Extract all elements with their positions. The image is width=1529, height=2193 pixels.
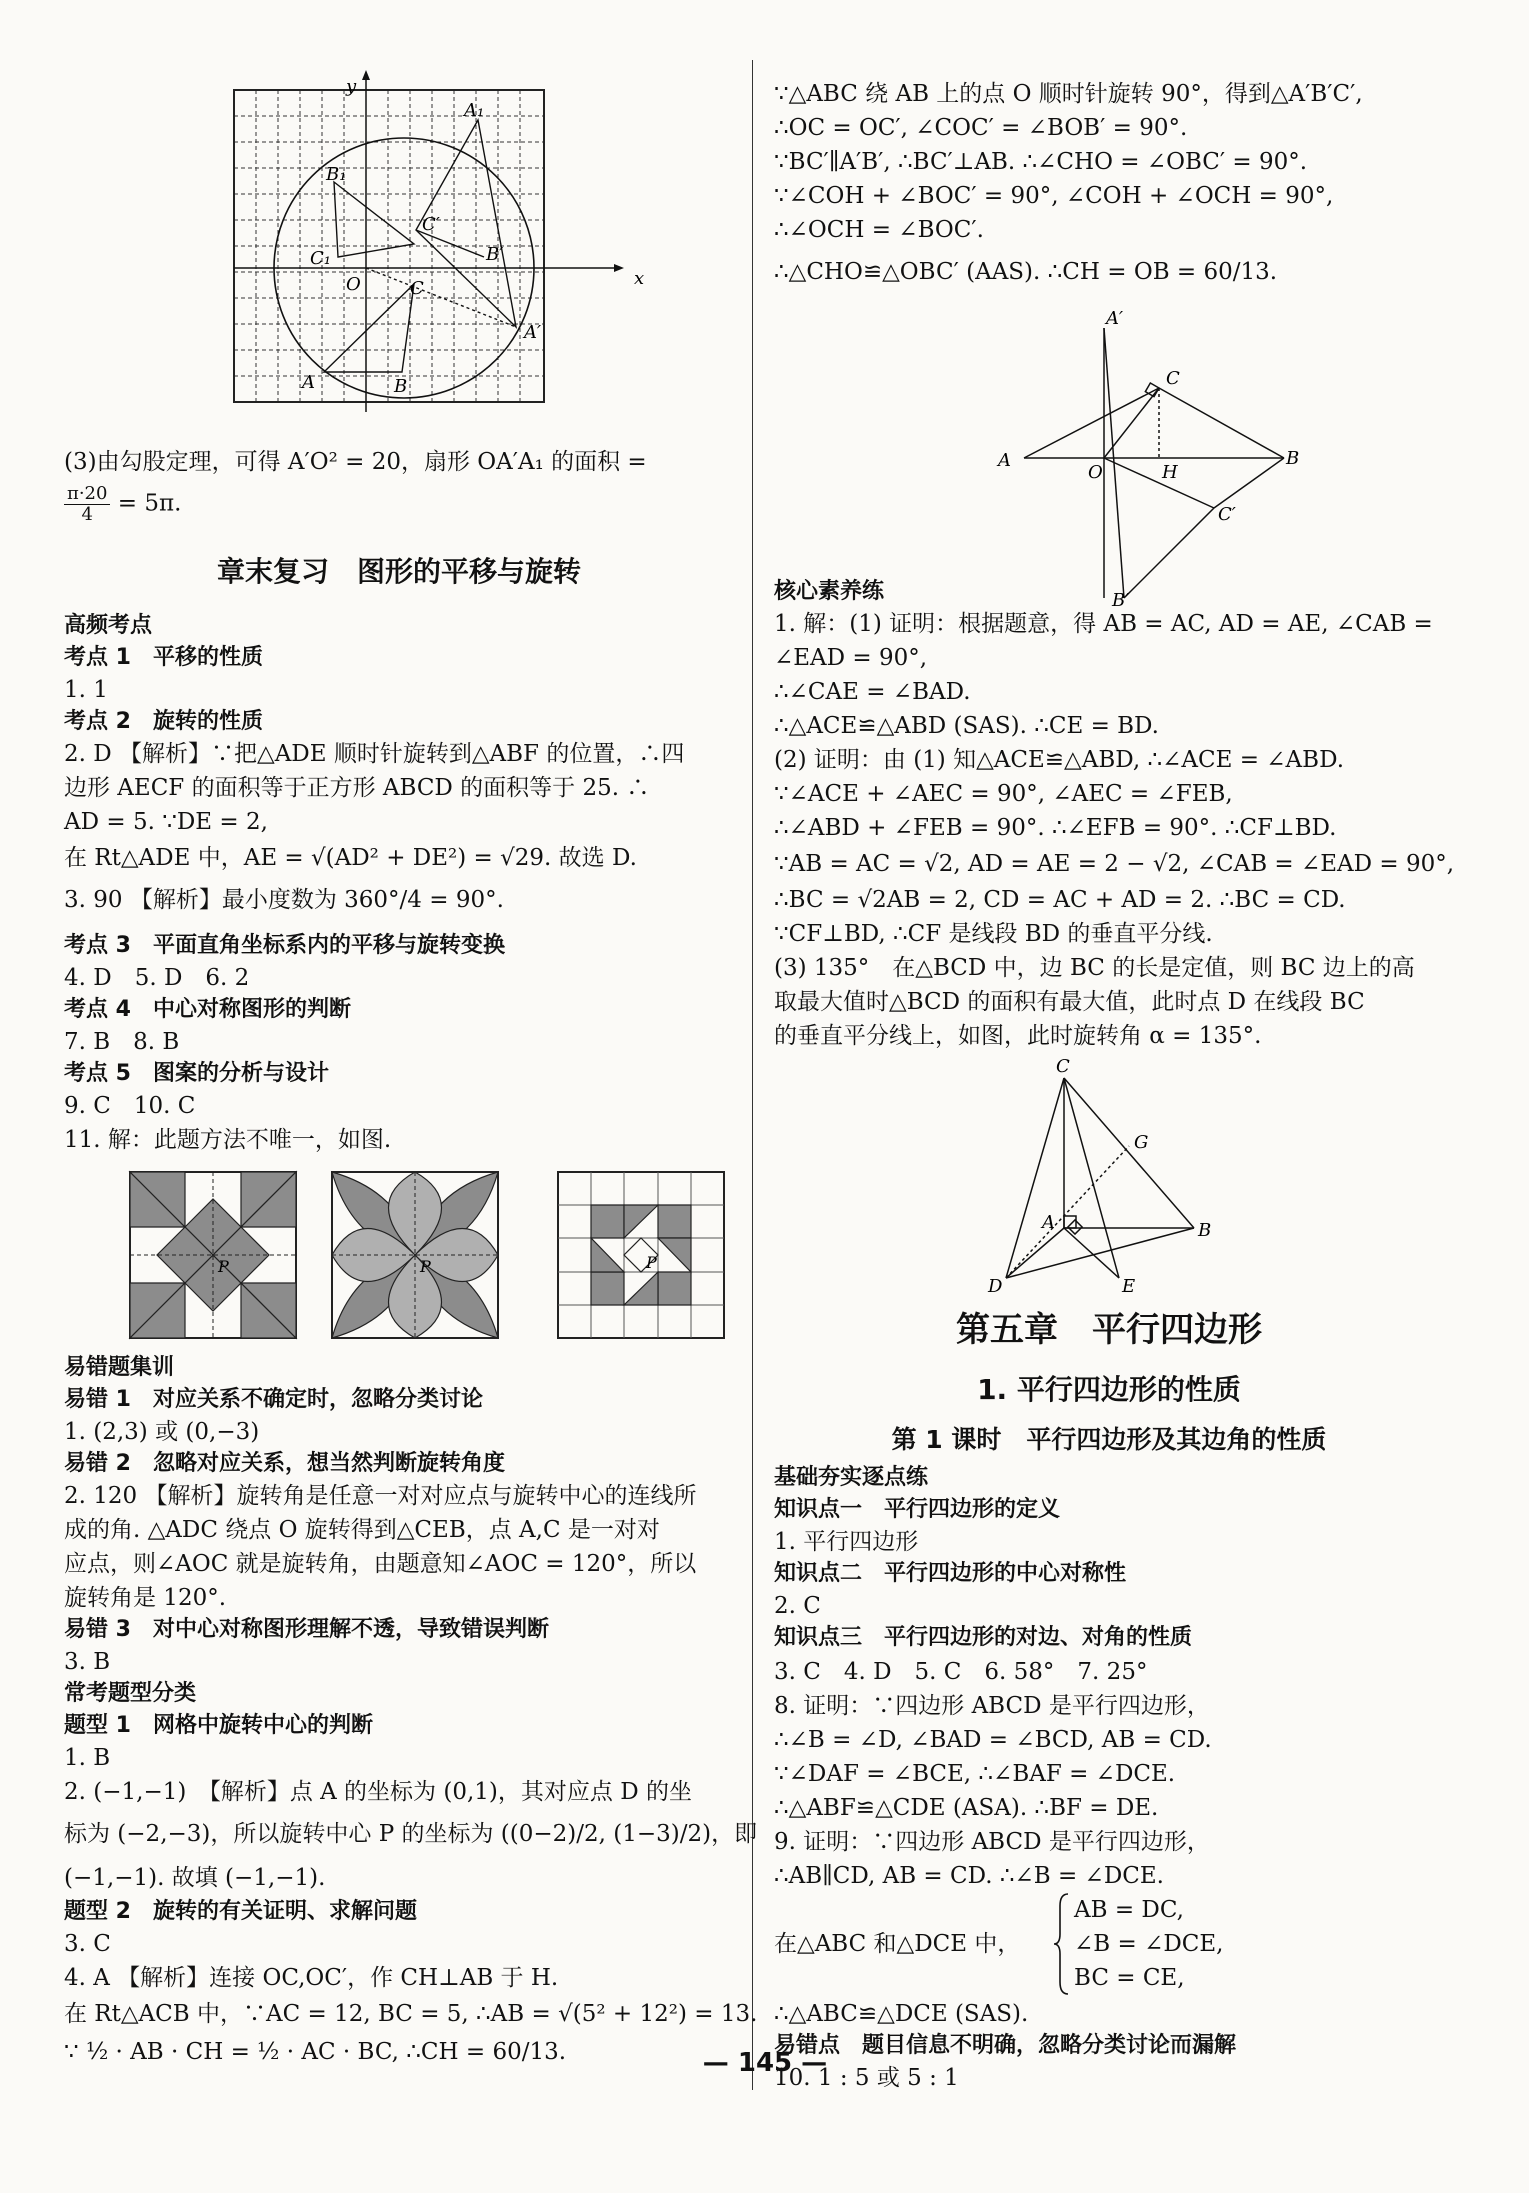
frac-den: 4 [81,504,93,525]
fig1-label-c: C [1166,368,1180,389]
grid-label-aprime: A′ [524,322,542,343]
answer-line: 1. 1 [64,677,108,703]
lesson-title: 第 1 课时 平行四边形及其边角的性质 [891,1425,1327,1454]
answer-line: (2) 证明：由 (1) 知△ACE≌△ABD, ∴∠ACE = ∠ABD. [774,747,1345,773]
yicuo-heading: 易错 1 对应关系不确定时，忽略分类讨论 [64,1387,483,1412]
knowledge-point-heading: 知识点三 平行四边形的对边、对角的性质 [774,1625,1193,1650]
brace-glyph [1054,1892,1070,1996]
answer-line: (3) 135° 在△BCD 中，边 BC 的长是定值，则 BC 边上的高 [774,955,1415,981]
answer-line: ∵∠ACE + ∠AEC = 90°, ∠AEC = ∠FEB, [774,781,1233,807]
knowledge-point-heading: 知识点一 平行四边形的定义 [774,1497,1061,1522]
heading: 常考题型分类 [64,1681,197,1706]
section-title: 1. 平行四边形的性质 [977,1373,1241,1406]
heading: 高频考点 [64,613,153,638]
fig2-label-d: D [988,1276,1003,1297]
answer-line: ∴BC = √2AB = 2, CD = AC + AD = 2. ∴BC = CD. [774,887,1346,913]
answer-line: 1. (2,3) 或 (0,−3) [64,1419,260,1445]
pattern-figure-2 [332,1172,498,1338]
answer-line: ∴OC = OC′, ∠COC′ = ∠BOB′ = 90°. [774,115,1188,141]
answer-line: 应点，则∠AOC 就是旋转角，由题意知∠AOC = 120°，所以 [64,1551,697,1577]
answer-line: AD = 5. ∵DE = 2, [64,809,268,835]
answer-line: 3. B [64,1649,111,1675]
answer-line: 在 Rt△ACB 中，∵AC = 12, BC = 5, ∴AB = √(5² + 12²) = 13. [64,2001,758,2027]
answer-line: 10. 1 : 5 或 5 : 1 [774,2065,959,2091]
grid-label-b1: B₁ [326,164,347,185]
answer-line: ∴∠OCH = ∠BOC′. [774,217,984,243]
brace-line: ∠B = ∠DCE, [1074,1931,1224,1957]
answer-line: 边形 AECF 的面积等于正方形 ABCD 的面积等于 25. ∴ [64,775,650,801]
tixing-heading: 题型 1 网格中旋转中心的判断 [64,1713,373,1738]
yicuo-heading: 易错 2 忽略对应关系，想当然判断旋转角度 [64,1451,505,1476]
grid-label-y: y [346,76,357,97]
grid-label-b: B [394,376,408,397]
kaodian-heading: 考点 2 旋转的性质 [64,709,263,734]
answer-line: ∴∠B = ∠D, ∠BAD = ∠BCD, AB = CD. [774,1727,1212,1753]
answer-line: ∴AB∥CD, AB = CD. ∴∠B = ∠DCE. [774,1863,1164,1889]
answer-line: ∵BC′∥A′B′, ∴BC′⊥AB. ∴∠CHO = ∠OBC′ = 90°. [774,149,1308,175]
answer-line: 成的角. △ADC 绕点 O 旋转得到△CEB，点 A,C 是一对对 [64,1517,660,1543]
answer-line: ∴∠ABD + ∠FEB = 90°. ∴∠EFB = 90°. ∴CF⊥BD. [774,815,1337,841]
brace-line: AB = DC, [1074,1897,1184,1923]
answer-line: 在△ABC 和△DCE 中， [774,1931,1021,1957]
answer-line: 4. A 【解析】连接 OC,OC′，作 CH⊥AB 于 H. [64,1965,559,1991]
fig1-label-cprime: C′ [1218,504,1236,525]
fig2-label-b: B [1198,1220,1212,1241]
answer-line: ∴△ACE≌△ABD (SAS). ∴CE = BD. [774,713,1159,739]
pattern-figure-1 [130,1172,296,1338]
answer-line: 1. 解：(1) 证明：根据题意，得 AB = AC, AD = AE, ∠CAB = [774,611,1433,637]
fig2-label-a: A [1042,1212,1055,1233]
grid-label-a1: A₁ [464,100,485,121]
answer-line: 2. D 【解析】∵把△ADE 顺时针旋转到△ABF 的位置，∴四 [64,741,685,767]
heading: 基础夯实逐点练 [774,1465,929,1490]
section-title: 章末复习 图形的平移与旋转 [216,555,581,588]
answer-line: ∵AB = AC = √2, AD = AE = 2 − √2, ∠CAB = ∠EAD = 90°, [774,851,1455,877]
kaodian-heading: 考点 4 中心对称图形的判断 [64,997,351,1022]
answer-line: 1. 平行四边形 [774,1529,919,1555]
answer-line: 7. B 8. B [64,1029,180,1055]
grid-label-c1: C₁ [310,248,331,269]
answer-line: 9. 证明：∵四边形 ABCD 是平行四边形， [774,1829,1210,1855]
fig1-label-aprime: A′ [1106,308,1124,329]
pattern-label-p: P [218,1257,229,1276]
triangle-bcd-figure [984,1056,1244,1306]
answer-line: 取最大值时△BCD 的面积有最大值，此时点 D 在线段 BC [774,989,1365,1015]
chapter-title: 第五章 平行四边形 [956,1310,1262,1350]
rotation-triangle-figure [994,308,1300,611]
answer-line: (3)由勾股定理，可得 A′O² = 20，扇形 OA′A₁ 的面积 = [64,449,647,475]
answer-line: 的垂直平分线上，如图，此时旋转角 α = 135°. [774,1023,1262,1049]
answer-line: 11. 解：此题方法不唯一，如图. [64,1127,392,1153]
grid-label-o: O [346,274,361,295]
answer-line: ∵△ABC 绕 AB 上的点 O 顺时针旋转 90°，得到△A′B′C′, [774,81,1363,107]
answer-line: ∴△CHO≌△OBC′ (AAS). ∴CH = OB = 60/13. [774,259,1278,285]
brace-line: BC = CE, [1074,1965,1185,1991]
heading: 核心素养练 [774,579,885,604]
fig2-label-g: G [1134,1132,1149,1153]
fig1-label-h: H [1162,462,1178,483]
answer-line: 9. C 10. C [64,1093,196,1119]
pattern-label-p: P [420,1257,431,1276]
fig2-label-c: C [1056,1056,1070,1077]
kaodian-heading: 考点 3 平面直角坐标系内的平移与旋转变换 [64,933,505,958]
answer-line: ∴△ABF≌△CDE (ASA). ∴BF = DE. [774,1795,1159,1821]
answer-line: ∵∠COH + ∠BOC′ = 90°, ∠COH + ∠OCH = 90°, [774,183,1334,209]
answer-line: ∵∠DAF = ∠BCE, ∴∠BAF = ∠DCE. [774,1761,1176,1787]
answer-line: 标为 (−2,−3)，所以旋转中心 P 的坐标为 ((0−2)/2, (1−3)/2)，即 [64,1821,758,1847]
answer-line: 4. D 5. D 6. 2 [64,965,250,991]
yicuo-point-heading: 易错点 题目信息不明确，忽略分类讨论而漏解 [774,2033,1237,2058]
answer-line: 1. B [64,1745,111,1771]
answer-line: 8. 证明：∵四边形 ABCD 是平行四边形， [774,1693,1210,1719]
page-number: — 145 — [702,2048,828,2078]
frac-result: = 5π. [117,490,182,517]
pattern-label-p: P [646,1253,657,1272]
grid-label-c: C [410,278,424,299]
rotation-grid-figure [234,72,664,432]
answer-line: ∠EAD = 90°, [774,645,928,671]
answer-line: 3. C [64,1931,111,1957]
answer-line: 2. C [774,1593,821,1619]
answer-line: (−1,−1). 故填 (−1,−1). [64,1865,326,1891]
frac-num: π·20 [64,484,110,505]
column-divider [752,60,753,2090]
answer-line: 2. 120 【解析】旋转角是任意一对对应点与旋转中心的连线所 [64,1483,697,1509]
pattern-figure-3 [558,1172,724,1338]
answer-line: 3. 90 【解析】最小度数为 360°/4 = 90°. [64,887,504,913]
fig1-label-a: A [998,450,1011,471]
answer-line: 旋转角是 120°. [64,1585,227,1611]
fig1-label-o: O [1088,462,1103,483]
heading: 易错题集训 [64,1355,175,1380]
answer-line: ∵CF⊥BD, ∴CF 是线段 BD 的垂直平分线. [774,921,1213,947]
grid-label-a: A [302,372,315,393]
answer-line: 2. (−1,−1) 【解析】点 A 的坐标为 (0,1)，其对应点 D 的坐 [64,1779,692,1805]
grid-label-bprime: B′ [486,244,504,265]
answer-line-fraction [64,484,181,525]
grid-label-x: x [634,268,645,289]
answer-line: 3. C 4. D 5. C 6. 58° 7. 25° [774,1659,1148,1685]
grid-label-cprime: C′ [422,214,440,235]
kaodian-heading: 考点 1 平移的性质 [64,645,263,670]
tixing-heading: 题型 2 旋转的有关证明、求解问题 [64,1899,417,1924]
answer-line: 在 Rt△ADE 中，AE = √(AD² + DE²) = √29. 故选 D. [64,845,637,871]
yicuo-heading: 易错 3 对中心对称图形理解不透，导致错误判断 [64,1617,549,1642]
kaodian-heading: 考点 5 图案的分析与设计 [64,1061,329,1086]
fig1-label-b: B [1286,448,1300,469]
fig2-label-e: E [1122,1276,1136,1297]
knowledge-point-heading: 知识点二 平行四边形的中心对称性 [774,1561,1127,1586]
answer-line: ∴△ABC≌△DCE (SAS). [774,2001,1029,2027]
fig1-label-bprime: B′ [1112,590,1130,611]
answer-line: ∵ ½ · AB · CH = ½ · AC · BC, ∴CH = 60/13. [64,2039,567,2065]
answer-line: ∴∠CAE = ∠BAD. [774,679,971,705]
